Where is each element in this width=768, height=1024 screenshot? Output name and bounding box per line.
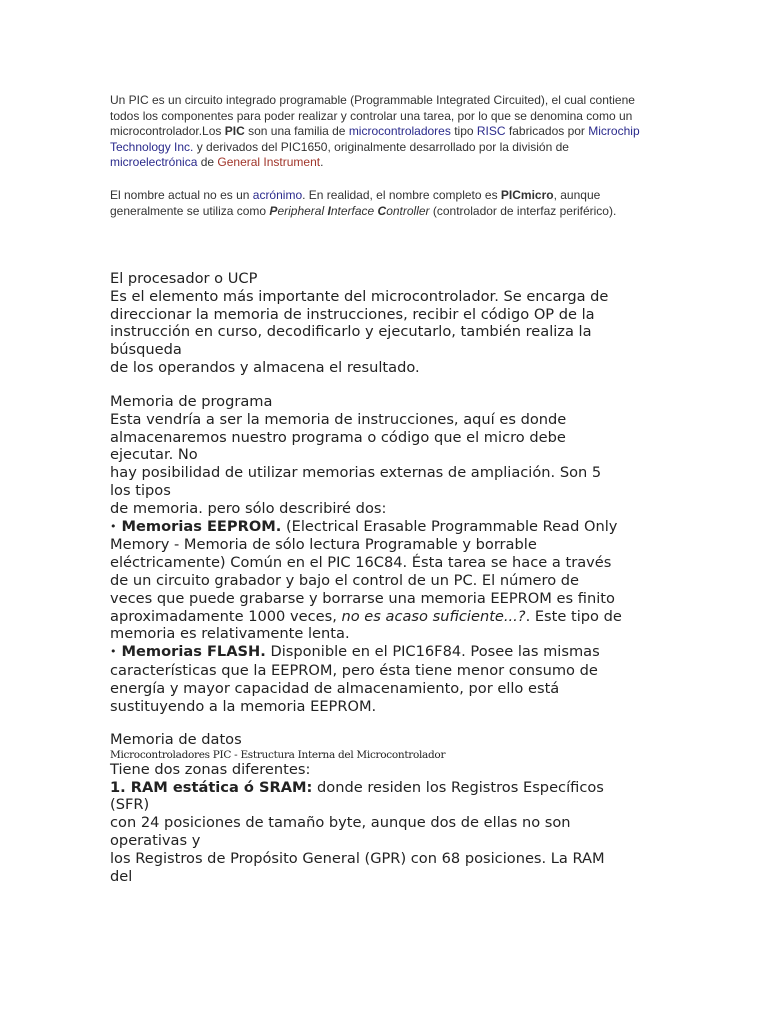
intro-text: de	[197, 155, 218, 169]
text-line: Memory - Memoria de sólo lectura Programable y borrable	[110, 536, 537, 554]
text-line: instrucción en curso, decodificarlo y ejecutarlo, también realiza la	[110, 323, 592, 341]
text-line: direccionar la memoria de instrucciones, recibir el código OP de la	[110, 305, 595, 323]
text-line: Tiene dos zonas diferentes:	[110, 760, 311, 778]
text-line: hay posibilidad de utilizar memorias externas de ampliación. Son 5	[110, 464, 602, 482]
section-heading-datos: Memoria de datos	[110, 731, 242, 748]
text-segment: donde residen los Registros Específicos	[312, 778, 604, 796]
microcontroladores-link[interactable]: microcontroladores	[348, 124, 451, 138]
text-line: sustituyendo a la memoria EEPROM.	[110, 697, 377, 715]
text-line: del	[110, 867, 133, 885]
text-line: los tipos	[110, 481, 171, 499]
sram-line	[110, 779, 655, 797]
memoria-datos-section	[110, 731, 655, 885]
procesador-section	[110, 270, 655, 377]
general-instrument-link[interactable]: General Instrument	[217, 155, 321, 169]
acronym-letter-c: C	[377, 203, 387, 218]
intro-text: Un PIC es un circuito integrado programable (Programmable Integrated Circuited), el cual contiene todos los componentes para poder realizar y controlar una tarea, por lo que se denomina como un microcontrolador.Los	[110, 93, 635, 138]
text-line: Disponible en el PIC16F84. Posee las mismas	[265, 643, 600, 661]
intro-text: , aunque generalmente se utiliza como	[110, 188, 601, 218]
text-line-mixed	[110, 608, 655, 626]
bullet-icon: •	[110, 519, 117, 533]
picmicro-term: PICmicro	[500, 188, 554, 202]
text-line: de los operandos y almacena el resultado.	[110, 358, 420, 376]
acronym-letter-p: P	[269, 203, 278, 218]
text-line: Es el elemento más importante del microcontrolador. Se encarga de	[110, 287, 609, 305]
text-line: ejecutar. No	[110, 446, 198, 464]
text-line: energía y mayor capacidad de almacenamiento, por ello está	[110, 679, 560, 697]
microelectronica-link[interactable]: microelectrónica	[110, 155, 198, 169]
text-line: de memoria. pero sólo describiré dos:	[110, 499, 387, 517]
acronimo-link[interactable]: acrónimo	[252, 188, 303, 202]
text-line: con 24 posiciones de tamaño byte, aunque dos de ellas no son	[110, 814, 571, 832]
intro-text: son una familia de	[244, 124, 349, 138]
section-heading-procesador: El procesador o UCP	[110, 270, 258, 287]
intro-text: . En realidad, el nombre completo es	[302, 188, 501, 202]
text-segment: aproximadamente 1000 veces,	[110, 607, 342, 625]
intro-text: tipo	[450, 124, 477, 138]
risc-link[interactable]: RISC	[476, 124, 506, 138]
text-line: (SFR)	[110, 796, 150, 814]
acronym-letter-i: I	[327, 203, 331, 218]
intro-text: El nombre actual no es un	[110, 188, 253, 202]
text-line: (Electrical Erasable Programmable Read Only	[281, 517, 618, 535]
intro-paragraph-2	[110, 188, 640, 219]
acronym-word-interface: nterface	[330, 203, 378, 218]
text-line: características que la EEPROM, pero ésta tiene menor consumo de	[110, 661, 598, 679]
eeprom-label: Memorias EEPROM.	[121, 517, 282, 535]
intro-text: .	[320, 155, 324, 169]
section-heading-programa: Memoria de programa	[110, 393, 273, 410]
text-line: almacenaremos nuestro programa o código que el micro debe	[110, 428, 566, 446]
text-line: memoria es relativamente lenta.	[110, 625, 350, 643]
intro-text: (controlador de interfaz periférico).	[429, 203, 617, 218]
microchip-link[interactable]: Microchip Technology Inc.	[110, 124, 640, 154]
intro-text: fabricados por	[505, 124, 589, 138]
intro-paragraph-1	[110, 93, 640, 171]
eeprom-bullet-item	[110, 518, 655, 537]
text-line: búsqueda	[110, 341, 182, 359]
text-line: eléctricamente) Común en el PIC 16C84. Ésta tarea se hace a través	[110, 554, 612, 572]
text-line: veces que puede grabarse y borrarse una memoria EEPROM es finito	[110, 589, 615, 607]
sram-label: 1. RAM estática ó SRAM:	[110, 778, 313, 796]
text-line: operativas y	[110, 831, 201, 849]
text-line: Esta vendría a ser la memoria de instrucciones, aquí es donde	[110, 410, 567, 428]
text-line: de un circuito grabador y bajo el control de un PC. El número de	[110, 571, 580, 589]
pic-term: PIC	[224, 124, 245, 138]
memoria-programa-section	[110, 393, 655, 715]
intro-text: y derivados del PIC1650, originalmente desarrollado por la división de	[193, 139, 569, 154]
figure-caption: Microcontroladores PIC - Estructura Interna del Microcontrolador	[110, 748, 446, 761]
bullet-icon: •	[110, 645, 117, 659]
acronym-word-peripheral: eripheral	[277, 203, 328, 218]
italic-remark: no es acaso suficiente...?	[341, 607, 526, 625]
flash-label: Memorias FLASH.	[121, 643, 266, 661]
flash-bullet-item	[110, 643, 655, 662]
acronym-word-controller: ontroller	[386, 203, 430, 218]
text-segment: . Este tipo de	[525, 607, 622, 625]
text-line: los Registros de Propósito General (GPR) con 68 posiciones. La RAM	[110, 849, 605, 867]
